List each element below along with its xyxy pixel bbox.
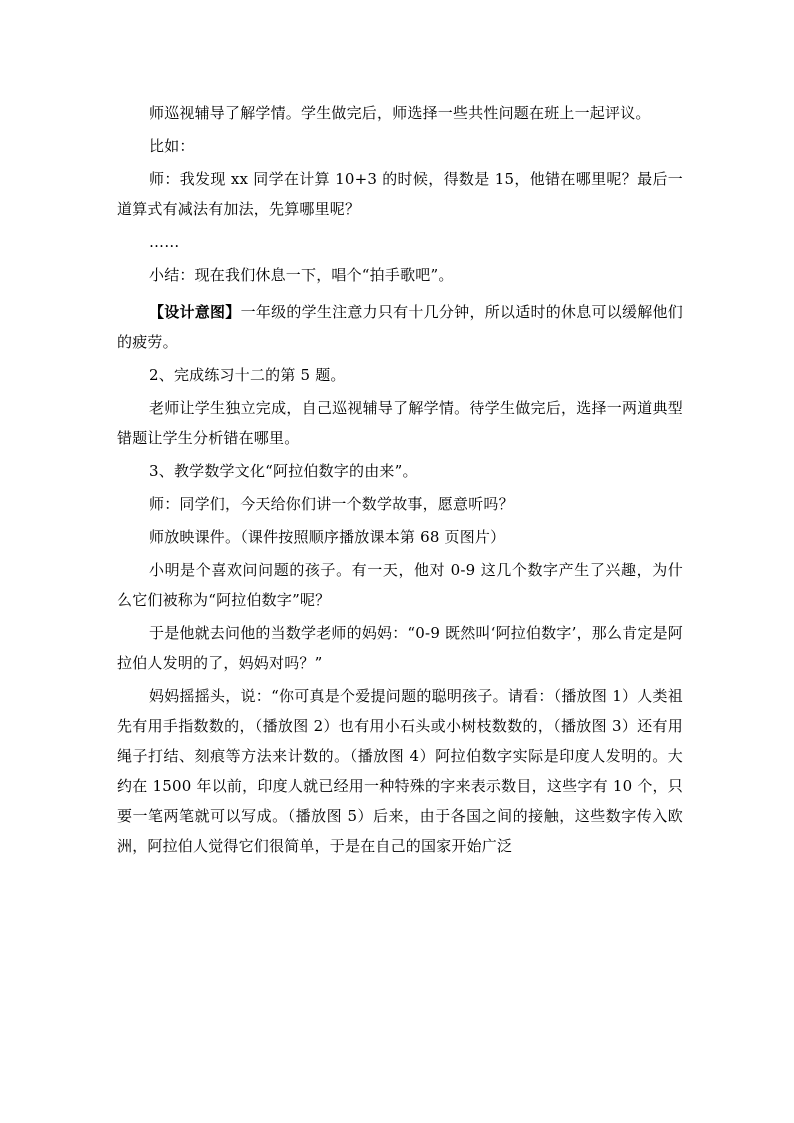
paragraph: 师放映课件。（课件按照顺序播放课本第 68 页图片） — [149, 528, 506, 546]
document-body — [117, 98, 683, 864]
paragraph: 于是他就去问他的当数学老师的妈妈：“0-9 既然叫‘阿拉伯数字’，那么肯定是阿拉伯人发明的了，妈妈对吗？” — [117, 624, 683, 672]
design-intent-label: 【设计意图】 — [149, 303, 241, 321]
design-intent-paragraph — [117, 297, 683, 357]
paragraph: …… — [149, 233, 180, 251]
paragraph: 老师让学生独立完成，自己巡视辅导了解学情。待学生做完后，选择一两道典型错题让学生分析错在哪里。 — [117, 399, 683, 447]
paragraph: 师：同学们，今天给你们讲一个数学故事，愿意听吗？ — [149, 495, 514, 513]
paragraph: 师巡视辅导了解学情。学生做完后，师选择一些共性问题在班上一起评议。 — [149, 104, 651, 122]
paragraph: 3、教学数学文化“阿拉伯数字的由来”。 — [149, 462, 418, 480]
paragraph: 师：我发现 xx 同学在计算 10+3 的时候，得数是 15，他错在哪里呢？最后一道算式有减法有加法，先算哪里呢？ — [117, 170, 683, 218]
paragraph: 小明是个喜欢问问题的孩子。有一天，他对 0-9 这几个数字产生了兴趣，为什么它们被称为“阿拉伯数字”呢？ — [117, 561, 683, 609]
paragraph: 2、完成练习十二的第 5 题。 — [149, 366, 346, 384]
paragraph: 妈妈摇摇头，说：“你可真是个爱提问题的聪明孩子。请看：（播放图 1）人类祖先有用手指数数的，（播放图 2）也有用小石头或小树枝数数的，（播放图 3）还有用绳子打结、刻痕等方法来计数的。（播放图 4）阿拉伯数字实际是印度人发明的。大约在 1500 年以前，印度人就已经用一种特殊的字来表示数目，这些字有 10 个，只要一笔两笔就可以写成。（播放图 5）后来，由于各国之间的接触，这些数字传入欧洲，阿拉伯人觉得它们很简单，于是在自己的国家开始广泛 — [117, 687, 683, 855]
paragraph: 比如： — [149, 137, 195, 155]
paragraph: 小结：现在我们休息一下，唱个“拍手歌吧”。 — [149, 266, 454, 284]
design-intent-text: 一年级的学生注意力只有十几分钟，所以适时的休息可以缓解他们的疲劳。 — [117, 303, 683, 351]
